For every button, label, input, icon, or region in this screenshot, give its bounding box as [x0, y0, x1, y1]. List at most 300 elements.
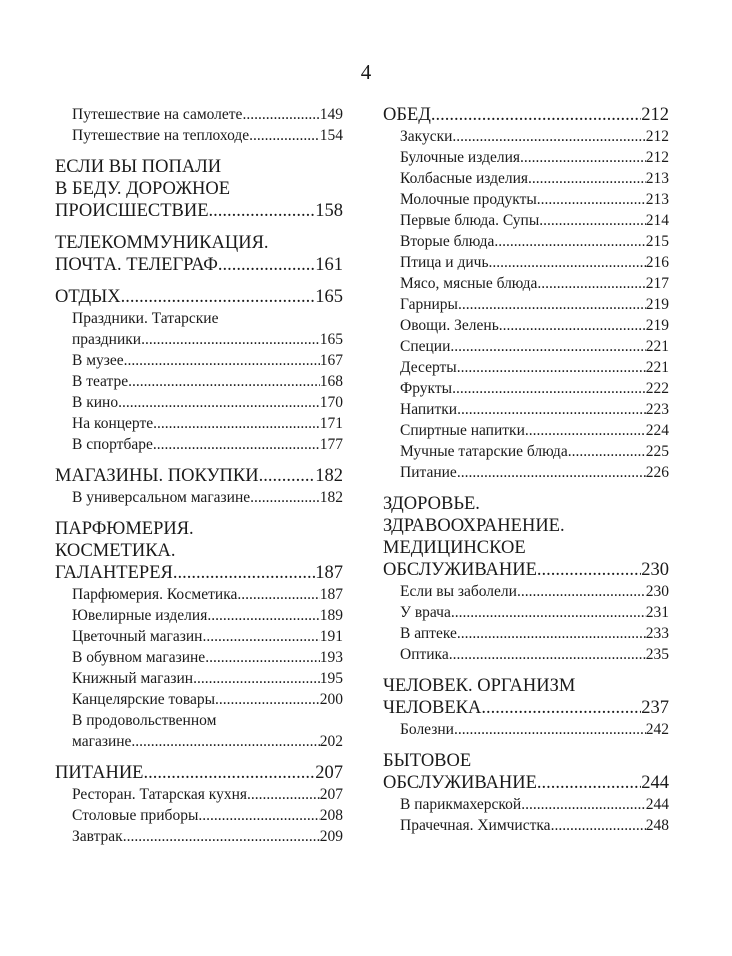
toc-line	[400, 815, 669, 836]
toc-entry	[55, 826, 343, 847]
toc-entry-title: Закуски	[400, 128, 453, 145]
dot-leader	[494, 231, 645, 252]
toc-entry-title: ПРОИСШЕСТВИЕ	[55, 201, 209, 221]
toc-page-number: 182	[315, 466, 343, 486]
toc-heading	[383, 493, 669, 581]
toc-entry-title: Булочные изделия	[400, 149, 520, 166]
toc-entry	[55, 784, 343, 805]
toc-entry-title: Прачечная. Химчистка	[400, 817, 551, 834]
toc-line	[55, 156, 343, 178]
toc-line	[72, 784, 343, 805]
dot-leader	[525, 420, 646, 441]
toc-entry	[383, 815, 669, 836]
toc-line	[400, 602, 669, 623]
toc-entry	[383, 189, 669, 210]
dot-leader	[250, 487, 320, 508]
toc-entry-title: В музее	[72, 352, 124, 369]
toc-heading	[55, 156, 343, 222]
toc-line	[400, 189, 669, 210]
dot-leader	[454, 719, 646, 740]
toc-page-number: 215	[645, 233, 669, 250]
dot-leader	[205, 647, 320, 668]
dot-leader	[521, 794, 646, 815]
toc-line	[400, 315, 669, 336]
toc-entry-title: Парфюмерия. Косметика	[72, 586, 238, 603]
toc-page-number: 235	[645, 646, 669, 663]
toc-page-number: 221	[645, 338, 669, 355]
dot-leader	[451, 602, 646, 623]
dot-leader	[528, 168, 646, 189]
toc-line	[400, 441, 669, 462]
dot-leader	[128, 371, 320, 392]
dot-leader	[121, 286, 316, 308]
toc-line	[72, 626, 343, 647]
dot-leader	[452, 378, 646, 399]
toc-entry-title: В БЕДУ. ДОРОЖНОЕ	[55, 179, 231, 199]
toc-line	[400, 794, 669, 815]
toc-column-right	[383, 104, 669, 846]
toc-entry-title: В аптеке	[400, 625, 457, 642]
toc-entry-title: Цветочный магазин	[72, 628, 203, 645]
toc-line	[400, 126, 669, 147]
toc-entry	[383, 462, 669, 483]
toc-section	[55, 465, 343, 508]
toc-line	[383, 697, 669, 719]
toc-section	[383, 493, 669, 665]
dot-leader	[143, 762, 315, 784]
dot-leader	[568, 441, 646, 462]
toc-line	[400, 273, 669, 294]
toc-page-number: 230	[641, 560, 669, 580]
toc-entry-title: ОБЕД	[383, 105, 431, 125]
page-number: 4	[360, 60, 372, 84]
toc-line	[72, 805, 343, 826]
toc-entry-title: В универсальном магазине	[72, 489, 251, 506]
toc-line	[55, 200, 343, 222]
toc-page-number: 193	[319, 649, 343, 666]
toc-section	[55, 104, 343, 146]
toc-page-number: 225	[645, 443, 669, 460]
toc-entry	[55, 668, 343, 689]
dot-leader	[193, 668, 320, 689]
toc-entry	[383, 252, 669, 273]
toc-line	[72, 710, 343, 731]
dot-leader	[457, 399, 646, 420]
dot-leader	[131, 731, 319, 752]
toc-entry-title: Праздники. Татарские	[72, 310, 219, 327]
toc-entry-title: Если вы заболели	[400, 583, 517, 600]
toc-entry-title: Колбасные изделия	[400, 170, 529, 187]
toc-line	[400, 420, 669, 441]
toc-entry	[55, 350, 343, 371]
dot-leader	[237, 584, 319, 605]
toc-line	[383, 515, 669, 537]
toc-line	[72, 689, 343, 710]
toc-page-number: 221	[645, 359, 669, 376]
toc-entry-title: Ювелирные изделия	[72, 607, 208, 624]
toc-line	[400, 399, 669, 420]
toc-page-number: 202	[319, 733, 343, 750]
toc-page-number: 212	[645, 128, 669, 145]
dot-leader	[202, 626, 319, 647]
toc-line	[400, 378, 669, 399]
toc-line	[400, 462, 669, 483]
toc-page-number: 158	[315, 201, 343, 221]
toc-line	[400, 147, 669, 168]
toc-entry	[383, 273, 669, 294]
toc-entry	[383, 399, 669, 420]
toc-page-number: 223	[645, 401, 669, 418]
toc-entry-title: праздники	[72, 331, 142, 348]
toc-column-left	[55, 104, 343, 857]
toc-line	[383, 772, 669, 794]
toc-line	[383, 675, 669, 697]
dot-leader	[457, 623, 646, 644]
toc-line	[383, 750, 669, 772]
dot-leader	[259, 465, 316, 487]
dot-leader	[242, 104, 319, 125]
toc-line	[72, 584, 343, 605]
toc-line	[400, 252, 669, 273]
toc-entry	[55, 371, 343, 392]
toc-page-number: 182	[319, 489, 343, 506]
toc-line	[72, 413, 343, 434]
toc-entry-title: ЗДОРОВЬЕ.	[383, 494, 480, 514]
toc-entry-title: Мясо, мясные блюда	[400, 275, 538, 292]
toc-page-number: 161	[315, 255, 343, 275]
dot-leader	[537, 189, 646, 210]
toc-line	[72, 329, 343, 350]
toc-page-number: 212	[641, 105, 669, 125]
toc-line	[72, 605, 343, 626]
toc-page-number: 224	[645, 422, 669, 439]
toc-entry-title: Завтрак	[72, 828, 123, 845]
toc-page-number: 237	[641, 698, 669, 718]
toc-entry	[55, 308, 343, 350]
toc-page-number: 248	[645, 817, 669, 834]
toc-entry	[383, 336, 669, 357]
toc-entry	[383, 231, 669, 252]
toc-entry-title: Десерты	[400, 359, 457, 376]
toc-entry-title: Вторые блюда	[400, 233, 495, 250]
toc-section	[55, 156, 343, 222]
dot-leader	[449, 644, 646, 665]
toc-line	[72, 104, 343, 125]
toc-heading	[383, 104, 669, 126]
toc-line	[72, 434, 343, 455]
toc-line	[55, 465, 343, 487]
toc-heading	[55, 762, 343, 784]
toc-heading	[383, 675, 669, 719]
toc-page-number: 171	[319, 415, 343, 432]
toc-line	[400, 719, 669, 740]
toc-entry-title: ОБСЛУЖИВАНИЕ	[383, 560, 537, 580]
toc-line	[72, 487, 343, 508]
dot-leader	[209, 200, 316, 222]
dot-leader	[499, 315, 646, 336]
toc-line	[72, 125, 343, 146]
toc-entry-title: В обувном магазине	[72, 649, 206, 666]
dot-leader	[198, 805, 319, 826]
toc-entry	[55, 689, 343, 710]
dot-leader	[247, 784, 320, 805]
toc-section	[383, 675, 669, 740]
toc-entry	[55, 584, 343, 605]
toc-heading	[383, 750, 669, 794]
dot-leader	[173, 562, 315, 584]
toc-entry-title: ПИТАНИЕ	[55, 763, 144, 783]
dot-leader	[123, 826, 320, 847]
toc-page-number: 165	[315, 287, 343, 307]
toc-entry-title: Специи	[400, 338, 451, 355]
toc-section	[55, 518, 343, 752]
toc-page-number: 217	[645, 275, 669, 292]
toc-line	[400, 168, 669, 189]
toc-entry	[55, 487, 343, 508]
toc-entry-title: Оптика	[400, 646, 449, 663]
toc-entry	[55, 392, 343, 413]
toc-page-number: 165	[319, 331, 343, 348]
toc-line	[72, 731, 343, 752]
dot-leader	[537, 273, 645, 294]
toc-line	[400, 644, 669, 665]
toc-page-number: 195	[319, 670, 343, 687]
toc-line	[400, 623, 669, 644]
dot-leader	[539, 210, 645, 231]
toc-entry	[55, 647, 343, 668]
toc-page-number: 212	[645, 149, 669, 166]
toc-line	[383, 493, 669, 515]
toc-line	[383, 104, 669, 126]
dot-leader	[215, 689, 320, 710]
toc-entry-title: Мучные татарские блюда	[400, 443, 568, 460]
toc-entry	[383, 794, 669, 815]
toc-section	[55, 762, 343, 847]
toc-page-number: 168	[319, 373, 343, 390]
toc-entry-title: ЕСЛИ ВЫ ПОПАЛИ	[55, 157, 222, 177]
toc-entry-title: ОТДЫХ	[55, 287, 121, 307]
dot-leader	[457, 462, 646, 483]
toc-entry-title: ОБСЛУЖИВАНИЕ	[383, 773, 537, 793]
toc-page-number: 213	[645, 191, 669, 208]
dot-leader	[124, 350, 320, 371]
dot-leader	[153, 434, 320, 455]
toc-entry	[383, 210, 669, 231]
toc-page-number: 242	[645, 721, 669, 738]
dot-leader	[520, 147, 646, 168]
toc-entry-title: Гарниры	[400, 296, 458, 313]
toc-entry-title: В продовольственном	[72, 712, 217, 729]
toc-line	[72, 668, 343, 689]
toc-entry-title: БЫТОВОЕ	[383, 751, 472, 771]
toc-page-number: 187	[315, 563, 343, 583]
toc-section	[55, 286, 343, 455]
toc-entry	[55, 626, 343, 647]
toc-entry	[55, 413, 343, 434]
toc-entry	[55, 434, 343, 455]
toc-entry-title: У врача	[400, 604, 451, 621]
toc-entry-title: Напитки	[400, 401, 458, 418]
toc-line	[55, 562, 343, 584]
toc-page-number: 191	[319, 628, 343, 645]
toc-entry	[383, 168, 669, 189]
toc-line	[55, 762, 343, 784]
toc-line	[55, 540, 343, 562]
toc-line	[72, 308, 343, 329]
toc-page-number: 219	[645, 296, 669, 313]
toc-page-number: 244	[641, 773, 669, 793]
toc-entry	[383, 147, 669, 168]
toc-section	[383, 104, 669, 483]
toc-section	[55, 232, 343, 276]
toc-entry-title: ПАРФЮМЕРИЯ.	[55, 519, 194, 539]
toc-entry	[383, 315, 669, 336]
toc-entry-title: Болезни	[400, 721, 454, 738]
toc-entry-title: МЕДИЦИНСКОЕ	[383, 538, 526, 558]
toc-entry	[55, 125, 343, 146]
toc-page-number: 207	[319, 786, 343, 803]
toc-line	[72, 350, 343, 371]
toc-entry-title: Молочные продукты	[400, 191, 537, 208]
toc-page-number: 167	[319, 352, 343, 369]
dot-leader	[431, 104, 641, 126]
dot-leader	[489, 252, 646, 273]
toc-line	[55, 286, 343, 308]
toc-line	[383, 537, 669, 559]
toc-page-number: 244	[645, 796, 669, 813]
toc-entry	[383, 357, 669, 378]
toc-page-number: 177	[319, 436, 343, 453]
toc-entry	[55, 710, 343, 752]
toc-line	[72, 826, 343, 847]
toc-page-number: 214	[645, 212, 669, 229]
toc-page-number: 200	[319, 691, 343, 708]
toc-entry-title: В кино	[72, 394, 119, 411]
toc-entry-title: Путешествие на теплоходе	[72, 127, 250, 144]
toc-entry	[383, 602, 669, 623]
toc-entry-title: Путешествие на самолете	[72, 106, 243, 123]
toc-line	[400, 357, 669, 378]
toc-entry	[55, 104, 343, 125]
toc-heading	[55, 465, 343, 487]
toc-entry-title: Овощи. Зелень	[400, 317, 499, 334]
toc-line	[72, 371, 343, 392]
toc-entry	[383, 441, 669, 462]
toc-entry-title: ПОЧТА. ТЕЛЕГРАФ	[55, 255, 218, 275]
toc-page-number: 187	[319, 586, 343, 603]
toc-entry	[383, 581, 669, 602]
dot-leader	[450, 336, 645, 357]
dot-leader	[517, 581, 646, 602]
toc-entry-title: В парикмахерской	[400, 796, 522, 813]
toc-heading	[55, 286, 343, 308]
toc-entry	[55, 605, 343, 626]
toc-entry-title: Питание	[400, 464, 457, 481]
toc-line	[72, 647, 343, 668]
toc-entry	[383, 644, 669, 665]
toc-entry-title: Первые блюда. Супы	[400, 212, 540, 229]
toc-page-number: 209	[319, 828, 343, 845]
dot-leader	[207, 605, 319, 626]
toc-line	[55, 232, 343, 254]
toc-entry	[383, 126, 669, 147]
toc-entry-title: МАГАЗИНЫ. ПОКУПКИ	[55, 466, 259, 486]
toc-entry-title: ЧЕЛОВЕК. ОРГАНИЗМ	[383, 676, 576, 696]
dot-leader	[452, 126, 645, 147]
toc-page-number: 208	[319, 807, 343, 824]
toc-line	[55, 178, 343, 200]
toc-entry	[383, 294, 669, 315]
dot-leader	[537, 772, 641, 794]
toc-entry-title: Книжный магазин	[72, 670, 194, 687]
toc-page-number: 222	[645, 380, 669, 397]
toc-entry-title: ЗДРАВООХРАНЕНИЕ.	[383, 516, 565, 536]
toc-entry-title: В театре	[72, 373, 129, 390]
toc-entry-title: ЧЕЛОВЕКА	[383, 698, 482, 718]
toc-entry-title: Фрукты	[400, 380, 453, 397]
toc-line	[55, 254, 343, 276]
toc-page-number: 154	[319, 127, 343, 144]
toc-line	[72, 392, 343, 413]
toc-page-number: 207	[315, 763, 343, 783]
toc-entry-title: На концерте	[72, 415, 154, 432]
toc-entry-title: Канцелярские товары	[72, 691, 216, 708]
toc-page-number: 226	[645, 464, 669, 481]
toc-page-number: 231	[645, 604, 669, 621]
toc-entry	[383, 719, 669, 740]
toc-entry-title: Птица и дичь	[400, 254, 489, 271]
toc-line	[400, 210, 669, 231]
toc-page-number: 216	[645, 254, 669, 271]
toc-entry-title: КОСМЕТИКА.	[55, 541, 176, 561]
dot-leader	[141, 329, 320, 350]
toc-line	[400, 581, 669, 602]
toc-page-number: 213	[645, 170, 669, 187]
toc-entry-title: Столовые приборы	[72, 807, 199, 824]
dot-leader	[457, 357, 646, 378]
dot-leader	[537, 559, 641, 581]
toc-entry-title: ГАЛАНТЕРЕЯ	[55, 563, 173, 583]
toc-entry	[383, 420, 669, 441]
toc-entry-title: магазине	[72, 733, 132, 750]
toc-entry-title: Ресторан. Татарская кухня	[72, 786, 248, 803]
toc-entry-title: В спортбаре	[72, 436, 153, 453]
toc-line	[400, 231, 669, 252]
toc-entry	[55, 805, 343, 826]
toc-section	[383, 750, 669, 836]
toc-heading	[55, 232, 343, 276]
toc-entry-title: ТЕЛЕКОММУНИКАЦИЯ.	[55, 233, 269, 253]
dot-leader	[153, 413, 320, 434]
dot-leader	[458, 294, 646, 315]
toc-page-number: 170	[319, 394, 343, 411]
dot-leader	[118, 392, 320, 413]
toc-line	[383, 559, 669, 581]
toc-line	[55, 518, 343, 540]
dot-leader	[551, 815, 646, 836]
toc-line	[400, 294, 669, 315]
dot-leader	[249, 125, 320, 146]
toc-entry	[383, 378, 669, 399]
dot-leader	[218, 254, 315, 276]
toc-page-number: 189	[319, 607, 343, 624]
toc-heading	[55, 518, 343, 584]
toc-entry	[383, 623, 669, 644]
dot-leader	[481, 697, 641, 719]
toc-page-number: 149	[319, 106, 343, 123]
toc-line	[400, 336, 669, 357]
toc-page-number: 230	[645, 583, 669, 600]
